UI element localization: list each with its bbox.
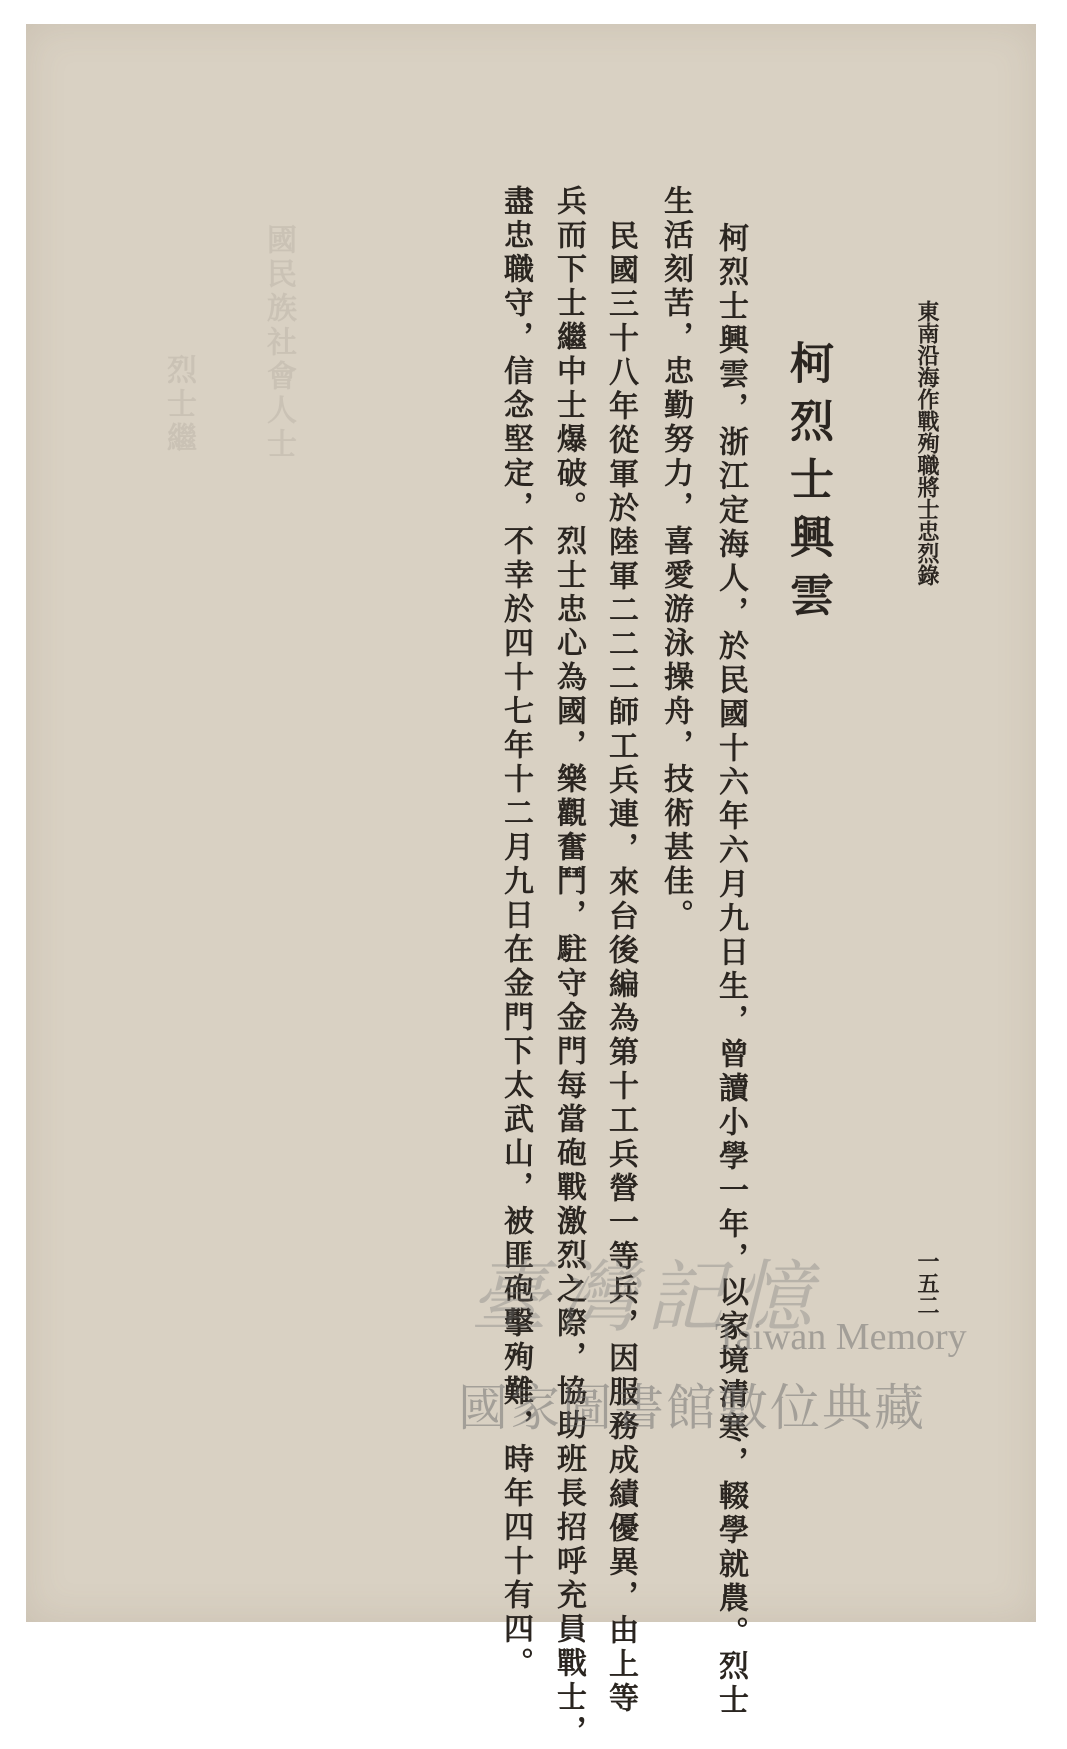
body-column: 盡忠職守，信念堅定，不幸於四十七年十二月九日在金門下太武山，被匪砲擊殉難，時年四十有四。 — [498, 185, 533, 1681]
body-column: 生活刻苦，忠勤努力，喜愛游泳操舟，技術甚佳。 — [658, 185, 693, 933]
bleed-through-text: 國民族社會人士 — [261, 224, 296, 462]
bleed-through-text: 烈士繼 — [161, 354, 196, 456]
page-number: 一五二 — [914, 1250, 940, 1316]
body-column: 民國三十八年從軍於陸軍二二二師工兵連，來台後編為第十工兵營一等兵，因服務成績優異，由上等 — [603, 220, 638, 1716]
watermark-english: Taiwan Memory — [715, 1316, 967, 1358]
watermark-logo: 臺灣記憶 — [470, 1253, 823, 1343]
page-title: 柯烈士興雲 — [782, 340, 833, 630]
running-head: 東南沿海作戰殉職將士忠烈錄 — [914, 300, 940, 586]
watermark-library: 國家圖書館數位典藏 — [458, 1379, 926, 1437]
body-column: 兵而下士繼中士爆破。烈士忠心為國，樂觀奮鬥，駐守金門每當砲戰激烈之際，協助班長招呼充員戰士， — [551, 185, 586, 1749]
body-column: 柯烈士興雲，浙江定海人，於民國十六年六月九日生，曾讀小學一年，以家境清寒，輟學就農。烈士 — [713, 222, 748, 1718]
